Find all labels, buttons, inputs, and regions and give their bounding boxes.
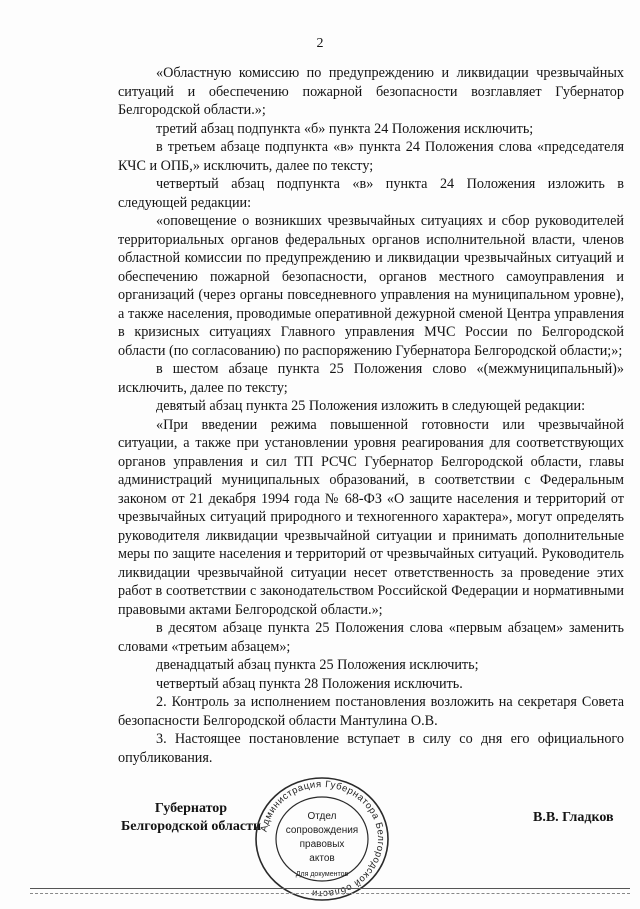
paragraph: в третьем абзаце подпункта «в» пункта 24 Положения слова «председателя КЧС и ОПБ,» исключить, далее по тексту; bbox=[118, 139, 624, 174]
stamp-line3: правовых bbox=[299, 839, 345, 850]
paragraph: в десятом абзаце пункта 25 Положения слова «первым абзацем» заменить словами «третьим абзацем»; bbox=[118, 620, 624, 655]
stamp-line4: актов bbox=[309, 853, 335, 864]
stamp-line2: сопровождения bbox=[285, 825, 359, 836]
page-number: 2 bbox=[316, 36, 324, 51]
paragraph: четвертый абзац пункта 28 Положения исключить. bbox=[156, 675, 463, 692]
paragraph: 3. Настоящее постановление вступает в силу со дня его официального опубликования. bbox=[118, 731, 624, 766]
paragraph: «Областную комиссию по предупреждению и ликвидации чрезвычайных ситуаций и обеспечению пожарной безопасности возглавляет Губернатор Белгородской области.»; bbox=[118, 65, 624, 118]
stamp-line1: Отдел bbox=[307, 811, 337, 822]
paragraph: девятый абзац пункта 25 Положения изложить в следующей редакции: bbox=[156, 398, 586, 414]
paragraph: «оповещение о возникших чрезвычайных ситуациях и сбор руководителей территориальных органов федеральных органов исполнительной власти, членов областной комиссии по предупреждению и ликвидации чрезвычайных ситуаций и обеспечению пожарной безопасности, органов местного самоуправления и организаций (через органы повседневного управления на муниципальном уровне), а также населения, проводимые оперативной дежурной сменой Центра управления в кризисных ситуациях Главного управления МЧС России по Белгородской области (по согласованию) по распоряжению Губернатора Белгородской области;»; bbox=[118, 213, 624, 359]
official-stamp bbox=[252, 774, 392, 904]
paragraph: в шестом абзаце пункта 25 Положения слово «(межмуниципальный)» исключить, далее по тексту; bbox=[118, 361, 624, 396]
footer-rule-dashed bbox=[30, 893, 630, 894]
document-body bbox=[118, 64, 624, 767]
signatory-title-line2: Белгородской области bbox=[120, 819, 262, 834]
footer-rule bbox=[30, 888, 630, 889]
signatory-title bbox=[116, 800, 266, 836]
paragraph: 2. Контроль за исполнением постановления возложить на секретаря Совета безопасности Белгородской области Мантулина О.В. bbox=[118, 694, 624, 729]
stamp-line5: Для документов bbox=[295, 871, 349, 878]
paragraph: «При введении режима повышенной готовности или чрезвычайной ситуации, а также при установлении уровня реагирования для соответствующих органов управления и сил ТП РСЧС Губернатор Белгородской области, главы администраций муниципальных образований, в соответствии с Федеральным законом от 21 декабря 1994 года № 68-ФЗ «О защите населения и территорий от чрезвычайных ситуаций природного и техногенного характера», могут определять руководителя ликвидации чрезвычайной ситуации и принимать дополнительные меры по защите населения и территорий от чрезвычайных ситуаций. Руководитель ликвидации чрезвычайной ситуации несет ответственность за проведение этих работ в соответствии с законодательством Российской Федерации и нормативными правовыми актами Белгородской области.»; bbox=[118, 416, 624, 618]
paragraph: двенадцатый абзац пункта 25 Положения исключить; bbox=[156, 657, 479, 673]
paragraph: третий абзац подпункта «б» пункта 24 Положения исключить; bbox=[156, 120, 534, 137]
paragraph: четвертый абзац подпункта «в» пункта 24 Положения изложить в следующей редакции: bbox=[118, 176, 624, 211]
signatory-name: В.В. Гладков bbox=[533, 810, 614, 825]
stamp-ring-text: Администрация Губернатора Белгородской области bbox=[258, 778, 387, 900]
signatory-title-line1: Губернатор bbox=[154, 801, 228, 816]
